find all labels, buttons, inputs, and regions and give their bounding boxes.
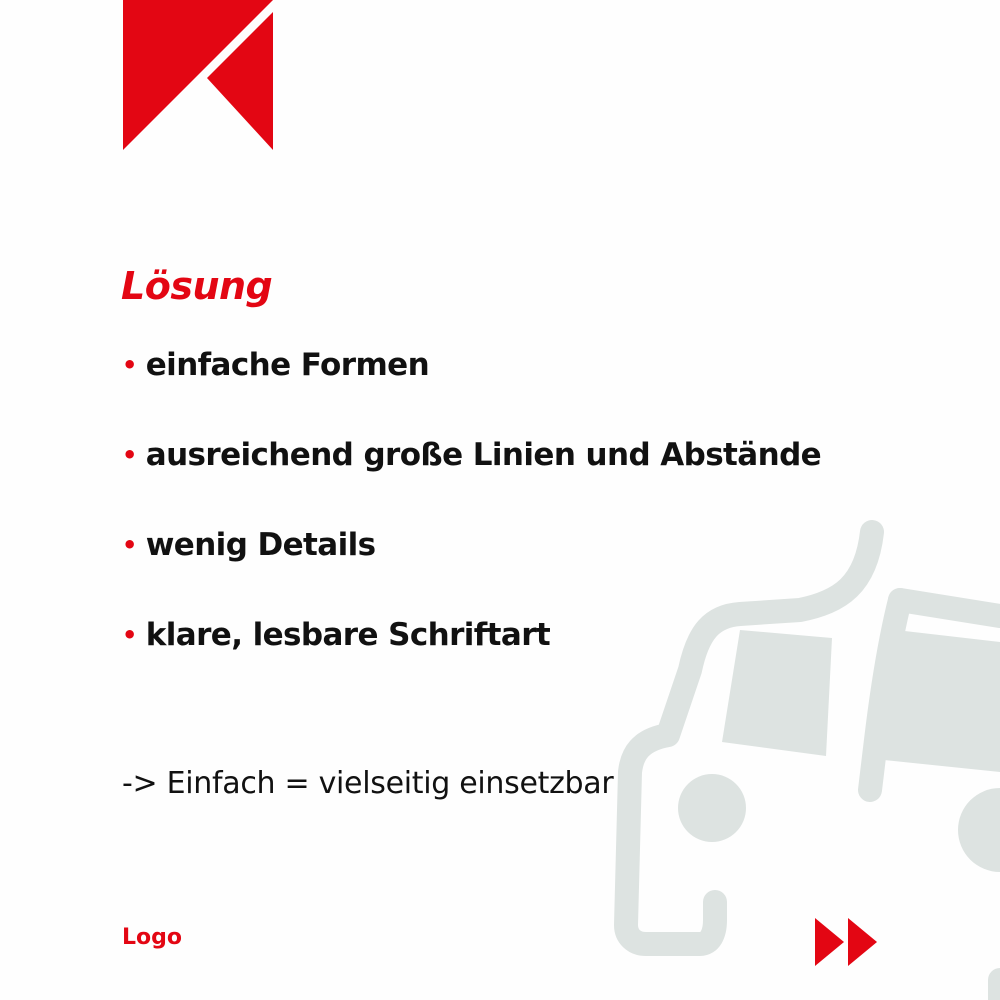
list-item: [122, 523, 821, 613]
page-title: Lösung: [121, 264, 273, 308]
list-item: [122, 613, 821, 703]
brand-k-mark-icon: [123, 0, 273, 150]
list-item: [122, 433, 821, 523]
list-item-text: ausreichend große Linien und Abstände: [145, 437, 822, 473]
bullet-icon: •: [122, 621, 137, 649]
list-item: [122, 343, 821, 433]
bullet-icon: •: [122, 531, 137, 559]
double-chevron-right-icon[interactable]: [812, 916, 880, 968]
logo: Logo: [122, 925, 182, 950]
summary-note: -> Einfach = vielseitig einsetzbar: [122, 766, 614, 801]
solution-list: [122, 343, 821, 703]
list-item-text: einfache Formen: [145, 347, 430, 383]
list-item-text: klare, lesbare Schriftart: [145, 617, 551, 653]
list-item-text: wenig Details: [145, 527, 376, 563]
bullet-icon: •: [122, 441, 137, 469]
bullet-icon: •: [122, 351, 137, 379]
